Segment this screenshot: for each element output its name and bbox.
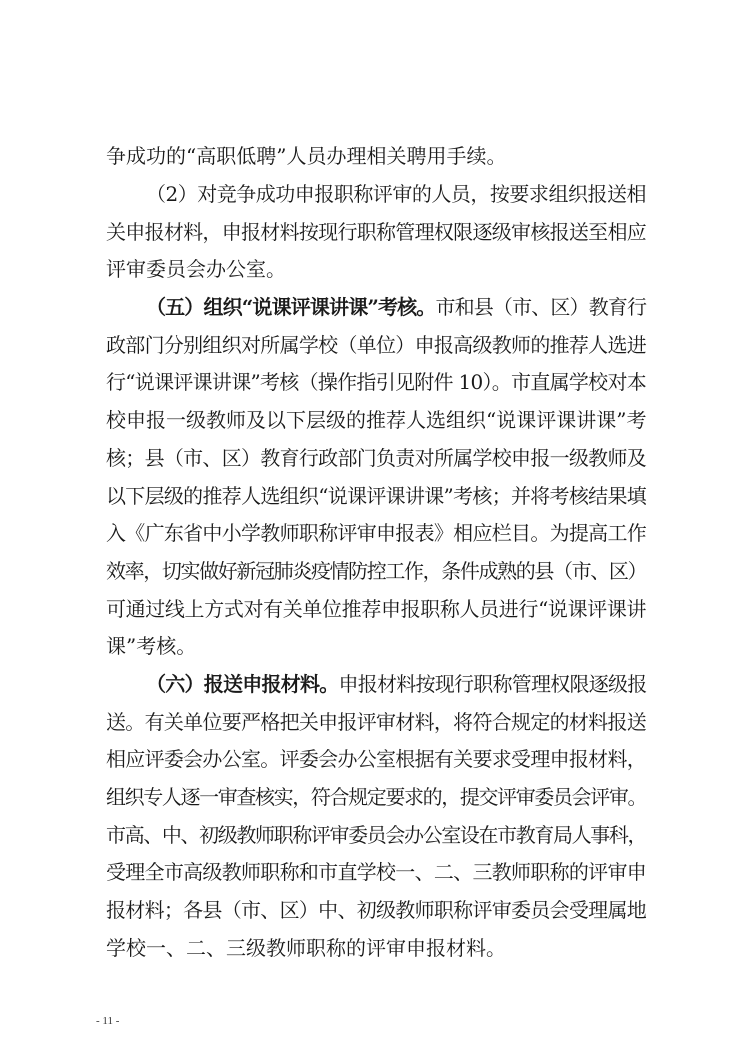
page-number: - 11 - [96,1015,120,1027]
paragraph-line: 学校一、二、三级教师职称的评审申报材料。 [106,936,506,960]
paragraph-line: 入《广东省中小学教师职称评审申报表》相应栏目。为提高工作 [106,521,646,545]
paragraph-line: 可通过线上方式对有关单位推荐申报职称人员进行“说课评课讲 [106,597,646,621]
paragraph-line: 送。有关单位要严格把关申报评审材料，将符合规定的材料报送 [106,710,646,734]
paragraph-line: 组织专人逐一审查核实，符合规定要求的，提交评审委员会评审。 [106,785,646,809]
paragraph-line: 评审委员会办公室。 [106,257,286,281]
paragraph-text: 申报材料按现行职称管理权限逐级报 [338,672,647,696]
paragraph-line: （2）对竞争成功申报职称评审的人员，按要求组织报送相 [146,182,646,206]
paragraph-line: 受理全市高级教师职称和市直学校一、二、三教师职称的评审申 [106,860,646,884]
paragraph-first-line [146,294,646,320]
paragraph-line: 以下层级的推荐人选组织“说课评课讲课”考核；并将考核结果填 [106,484,646,508]
paragraph-line: 关申报材料，申报材料按现行职称管理权限逐级审核报送至相应 [106,220,646,244]
paragraph-line: 市高、中、初级教师职称评审委员会办公室设在市教育局人事科， [106,823,646,847]
paragraph-line: 相应评委会办公室。评委会办公室根据有关要求受理申报材料， [106,747,646,771]
section-heading: （六）报送申报材料。 [146,672,339,696]
paragraph-line: 课”考核。 [106,634,197,658]
paragraph-line: 行“说课评课讲课”考核（操作指引见附件 10）。市直属学校对本 [106,370,646,394]
paragraph-first-line [146,671,646,697]
paragraph-line: 效率，切实做好新冠肺炎疫情防控工作，条件成熟的县（市、区） [106,559,646,583]
section-heading: （五）组织“说课评课讲课”考核。 [146,295,436,319]
paragraph-line: 报材料；各县（市、区）中、初级教师职称评审委员会受理属地 [106,898,646,922]
paragraph-line: 核；县（市、区）教育行政部门负责对所属学校申报一级教师及 [106,446,646,470]
paragraph-line: 争成功的“高职低聘”人员办理相关聘用手续。 [106,144,507,168]
paragraph-line: 校申报一级教师及以下层级的推荐人选组织“说课评课讲课”考 [106,408,647,432]
paragraph-line: 政部门分别组织对所属学校（单位）申报高级教师的推荐人选进 [106,333,646,357]
paragraph-text: 市和县（市、区）教育行 [435,295,647,319]
